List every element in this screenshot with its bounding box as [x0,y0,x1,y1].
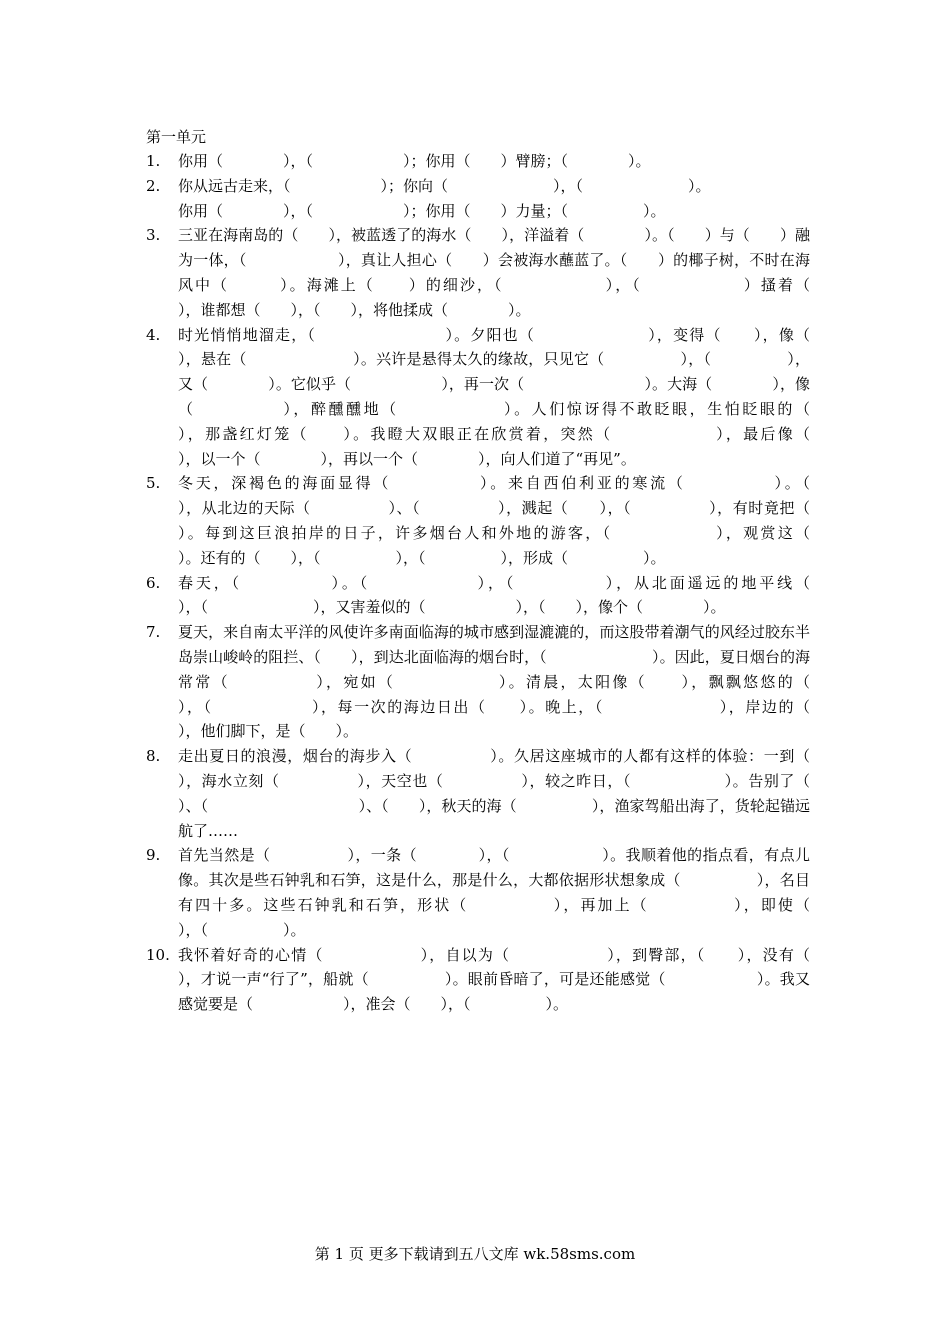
item-number: 3. [146,226,161,245]
item-number: 8. [146,747,161,766]
exercise-item [146,744,886,843]
item-text: 冬天，深褐色的海面显得（ ）。来自西伯利亚的寒流（ ）。（ ），从北边的天际（ ）、（ ），溅起（ ），（ ），有时竟把（ ）。每到这巨浪拍岸的日子，许多烟台人和外地的游客，（ ），观赏这（ ）。还有的（ ），（ ），（ ），形成（ ）。 [178,474,901,567]
item-number: 9. [146,846,161,865]
item-text: 夏天，来自南太平洋的风使许多南面临海的城市感到湿漉漉的，而这股带着潮气的风经过胶东半岛崇山峻岭的阻拦、（ ），到达北面临海的烟台时，（ ）。因此，夏日烟台的海常常（ ），宛如（ ）。清晨，太阳像（ ），飘飘悠悠的（ ），（ ），每一次的海边日出（ ）。晚上，（ ），岸边的（ ），他们脚下，是（ ）。 [178,623,916,741]
exercise-item [146,571,916,621]
exercise-item [146,843,886,942]
item-text: 时光悄悄地溜走，（ ）。夕阳也（ ），变得（ ），像（ ），悬在（ ）。兴许是悬得太久的缘故，只见它（ ），（ ），又（ ）。它似乎（ ），再一次（ ）。大海（ ），像（ ），醉醺醺地（ ）。人们惊讶得不敢眨眼，生怕眨眼的（ ），那盏红灯笼（ ）。我瞪大双眼正在欣赏着，突然（ ），最后像（ ），以一个（ ），再以一个（ ），向人们道了“再见”。 [178,325,886,468]
item-number: 4. [146,325,161,344]
item-text: 首先当然是（ ），一条（ ），（ ）。我顺着他的指点看，有点儿像。其次是些石钟乳和石笋，这是什么，那是什么，大都依据形状想象成（ ），名目有四十多。这些石钟乳和石笋，形状（ ），再加上（ ），即使（ ），（ ）。 [178,846,886,939]
exercise-item [146,149,810,174]
item-number: 2. [146,176,161,195]
exercise-item [146,323,886,472]
exercise-item [146,471,901,570]
exercise-list [146,149,916,1017]
exercise-item [146,174,810,224]
item-number: 1. [146,152,161,170]
item-number: 5. [146,474,161,493]
item-text: 我怀着好奇的心情（ ），自以为（ ），到臀部，（ ），没有（ ），才说一声“行了”，船就（ ）。眼前昏暗了，可是还能感觉（ ）。我又感觉要是（ ），准会（ ），（ ）。 [178,945,886,1014]
exercise-item [146,620,916,744]
item-text: 走出夏日的浪漫，烟台的海步入（ ）。久居这座城市的人都有这样的体验：一到（ ），海水立刻（ ），天空也（ ），较之昨日，（ ）。告别了（ ）、（ ）、（ ），秋天的海（ ），渔家驾船出海了，货轮起锚远航了…… [178,747,886,840]
item-text: 三亚在海南岛的（ ），被蓝透了的海水（ ），洋溢着（ ）。（ ）与（ ）融为一体，（ ），真让人担心（ ）会被海水蘸蓝了。（ ）的椰子树，不时在海风中（ ）。海滩上（ ）的细沙，（ ），（ ）搔着（ ），谁都想（ ），（ ），将他揉成（ ）。 [178,226,871,319]
exercise-item [146,943,886,1017]
item-text: 你从远古走来，（ ）；你向（ ），（ ）。 你用（ ），（ ）；你用（ ）力量；（ ）。 [178,176,711,220]
item-number: 6. [146,573,161,592]
item-number: 10. [146,945,170,964]
unit-title: 第一单元 [146,128,207,146]
item-number: 7. [146,623,161,642]
exercise-item [146,223,871,322]
page-footer: 第 1 页 更多下载请到五八文库 wk.58sms.com [314,1245,636,1263]
item-text: 你用（ ），（ ）；你用（ ）臂膀；（ ）。 [178,152,651,170]
item-text: 春天，（ ）。（ ），（ ），从北面遥远的地平线（ ），（ ），又害羞似的（ ），（ ），像个（ ）。 [178,573,916,617]
